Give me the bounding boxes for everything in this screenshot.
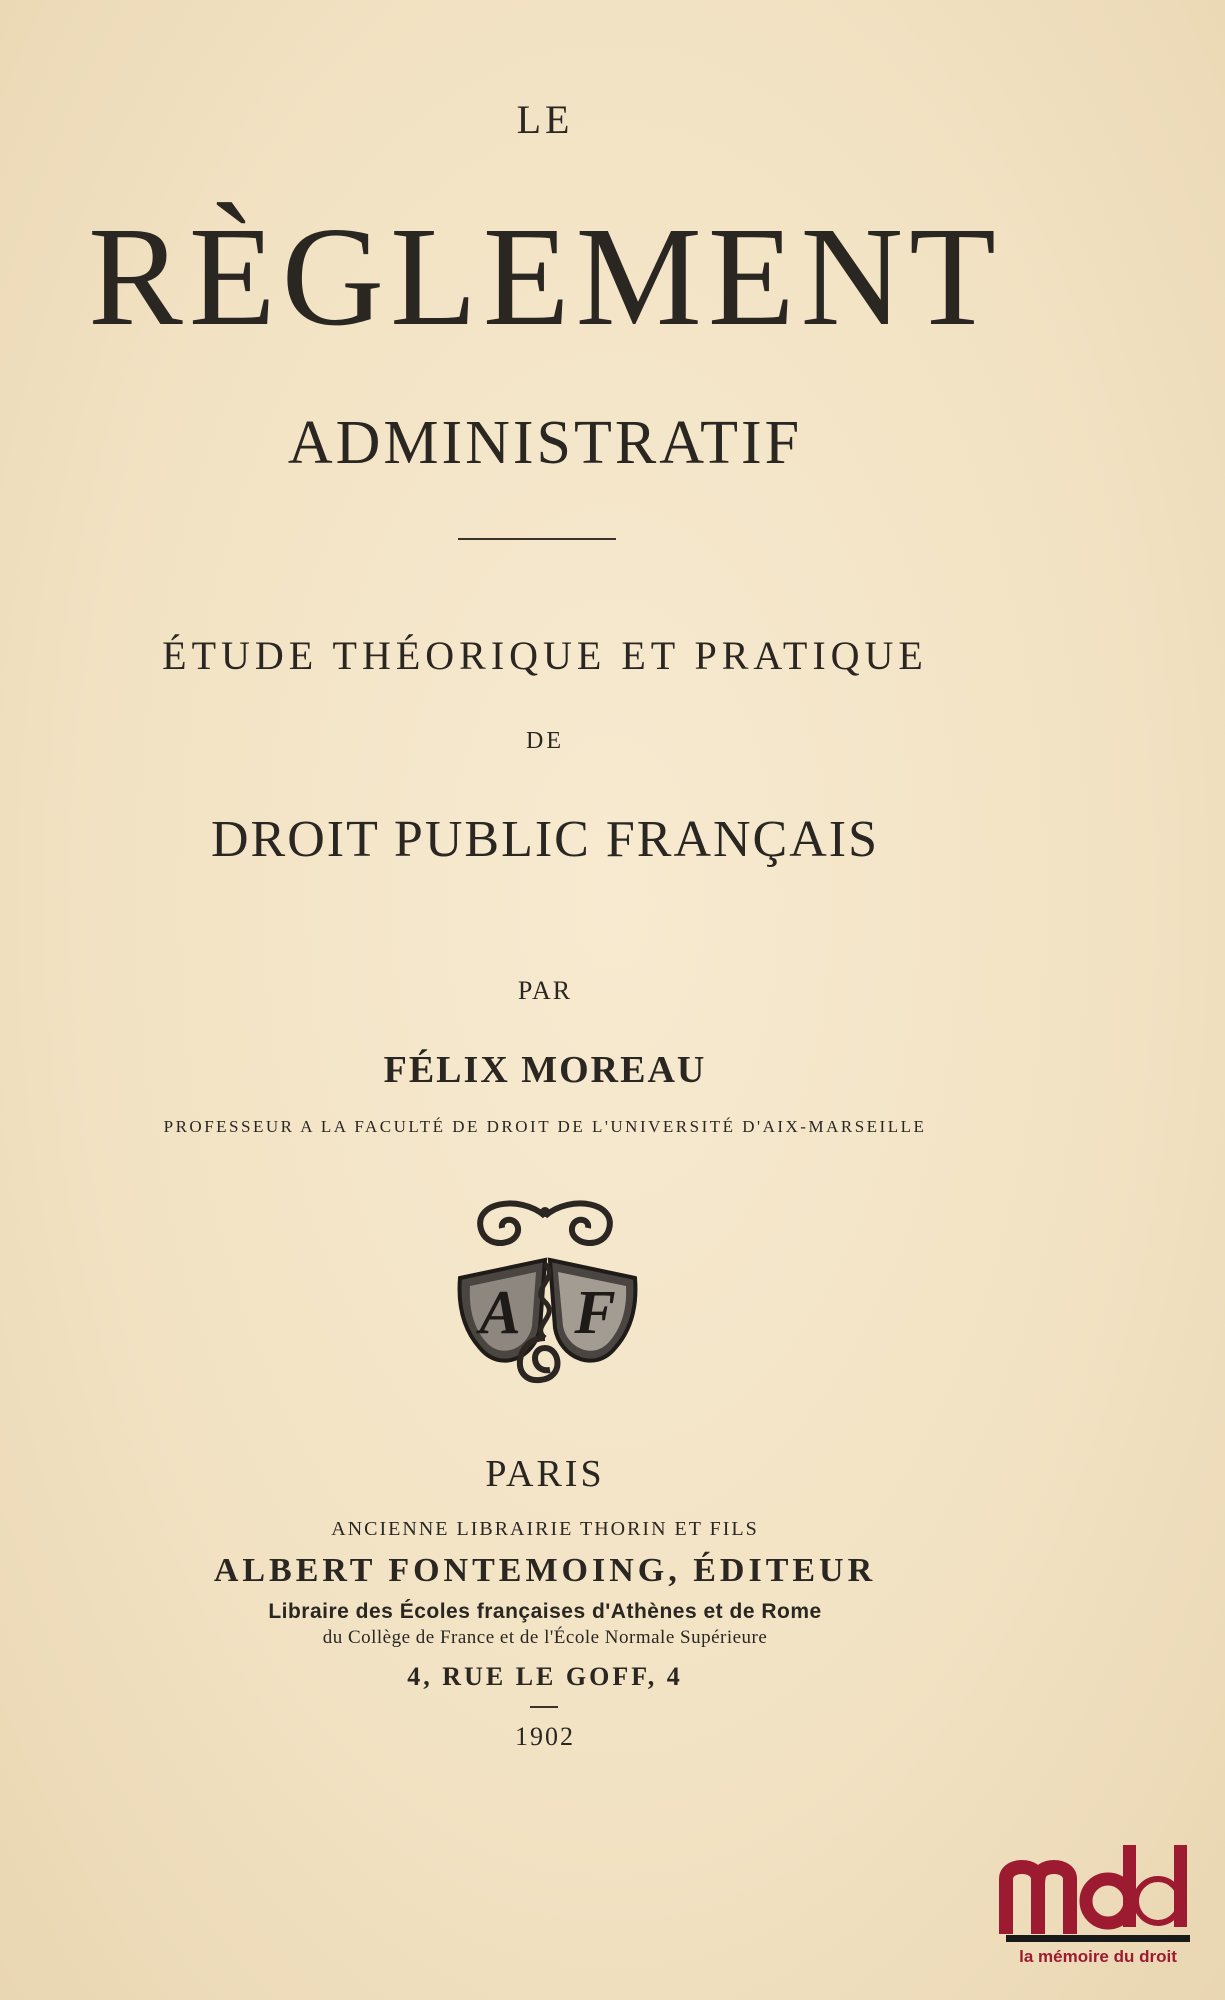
study-line: ÉTUDE THÉORIQUE ET PRATIQUE (162, 633, 928, 678)
title-article: LE (516, 97, 574, 142)
book-title: RÈGLEMENT (88, 197, 1002, 355)
publisher-monogram-emblem-icon (440, 1198, 650, 1388)
author-name: FÉLIX MOREAU (383, 1049, 707, 1091)
publication-year: 1902 (515, 1722, 575, 1751)
author-title: PROFESSEUR A LA FACULTÉ DE DROIT DE L'UNIVERSITÉ D'AIX-MARSEILLE (163, 1117, 927, 1136)
mdd-tagline: la mémoire du droit (1019, 1947, 1177, 1966)
publisher-address: 4, RUE LE GOFF, 4 (407, 1662, 683, 1691)
short-divider-rule (530, 1706, 558, 1708)
publisher-credentials-1: Libraire des Écoles françaises d'Athènes et de Rome (268, 1600, 822, 1623)
publisher-city: PARIS (485, 1453, 605, 1495)
subject-line: DROIT PUBLIC FRANÇAIS (210, 811, 880, 868)
publisher-credentials-2: du Collège de France et de l'École Normale Supérieure (322, 1627, 768, 1648)
publisher-name: ALBERT FONTEMOING, ÉDITEUR (213, 1552, 877, 1589)
divider-rule (458, 538, 616, 540)
connector-par: PAR (517, 976, 573, 1005)
connector-de: DE (526, 728, 564, 754)
book-subtitle: ADMINISTRATIF (287, 409, 803, 477)
svg-text:F: F (574, 1279, 616, 1347)
mdd-logo-icon (998, 1835, 1198, 1945)
svg-text:A: A (479, 1279, 521, 1347)
mdd-watermark-logo (998, 1835, 1198, 1965)
former-bookshop: ANCIENNE LIBRAIRIE THORIN ET FILS (331, 1518, 759, 1540)
